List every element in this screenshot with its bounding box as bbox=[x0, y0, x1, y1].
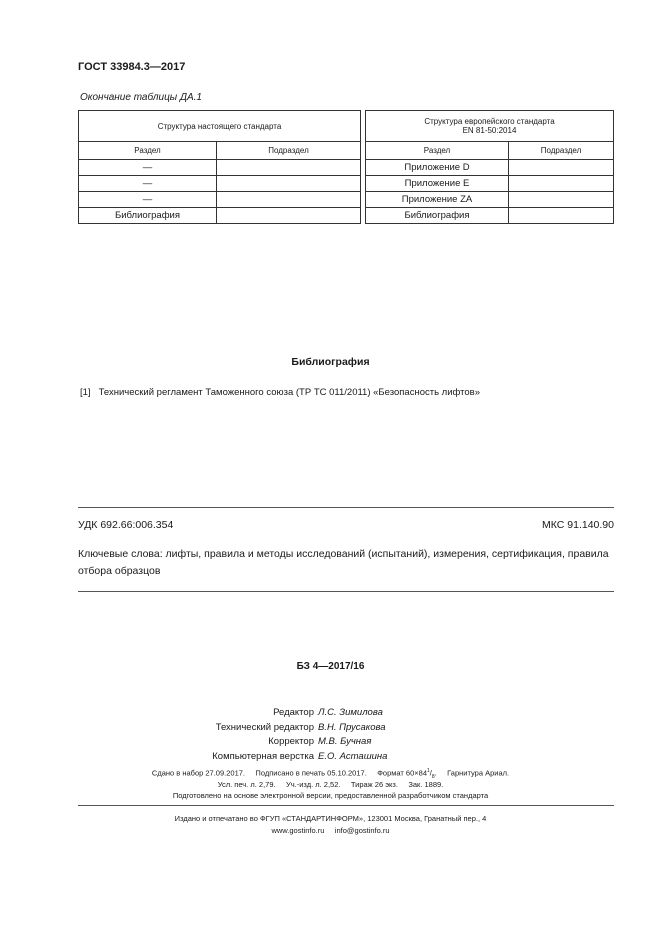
table-cell bbox=[217, 176, 361, 192]
staff-role: Компьютерная верстка bbox=[212, 750, 314, 762]
staff-row bbox=[124, 706, 387, 721]
table-row bbox=[79, 160, 614, 176]
keywords: Ключевые слова: лифты, правила и методы исследований (испытаний), измерения, сертификация, правила отбора образцов bbox=[78, 548, 609, 577]
table-cell: — bbox=[79, 160, 217, 176]
structure-table bbox=[78, 110, 614, 224]
format-numerator: 1 bbox=[427, 768, 430, 774]
table-cell: — bbox=[79, 192, 217, 208]
bibliography-item-text: Технический регламент Таможенного союза (ТР ТС 011/2011) «Безопасность лифтов» bbox=[98, 387, 480, 398]
staff-name: М.В. Бучная bbox=[318, 736, 372, 747]
table-cell: Приложение ZA bbox=[366, 192, 509, 208]
table-cell bbox=[509, 208, 614, 224]
udk-code: УДК 692.66:006.354 bbox=[78, 519, 174, 531]
table-row bbox=[79, 208, 614, 224]
staff-row bbox=[124, 721, 387, 736]
bibliography-title: Библиография bbox=[291, 356, 370, 368]
publisher-contacts: www.gostinfo.ru info@gostinfo.ru bbox=[271, 826, 390, 835]
staff-role: Технический редактор bbox=[215, 721, 314, 733]
print-info-text: . Гарнитура Ариал. bbox=[434, 768, 510, 778]
divider bbox=[78, 805, 614, 806]
table-row bbox=[79, 176, 614, 192]
table-cell: Библиография bbox=[366, 208, 509, 224]
format-denominator: 8 bbox=[431, 774, 435, 780]
print-info-line: Сдано в набор 27.09.2017. Подписано в печать 05.10.2017. Формат $60\times 84^1/_8$. Гарнитура Ариал. bbox=[151, 768, 510, 780]
mks-code: МКС 91.140.90 bbox=[542, 519, 614, 531]
table-caption: Окончание таблицы ДА.1 bbox=[80, 92, 202, 103]
table-header-row bbox=[79, 111, 614, 142]
staff-row bbox=[124, 750, 387, 765]
table-cell: Библиография bbox=[79, 208, 217, 224]
table-row bbox=[79, 192, 614, 208]
col-header-subsection-right: Подраздел bbox=[509, 142, 614, 160]
table-cell bbox=[509, 192, 614, 208]
table-cell: — bbox=[79, 176, 217, 192]
staff-role: Редактор bbox=[273, 707, 314, 718]
divider bbox=[78, 507, 614, 508]
col-header-section-right: Раздел bbox=[366, 142, 509, 160]
divider bbox=[78, 591, 614, 592]
right-group-header bbox=[366, 111, 614, 142]
table-subheader-row bbox=[79, 142, 614, 160]
bibliography-item bbox=[80, 387, 480, 398]
table-cell bbox=[217, 192, 361, 208]
right-group-header-line2: EN 81-50:2014 bbox=[462, 126, 517, 135]
publisher-info: Издано и отпечатано во ФГУП «СТАНДАРТИНФОРМ», 123001 Москва, Гранатный пер., 4 bbox=[174, 814, 487, 823]
bibliography-item-number: [1] bbox=[80, 387, 91, 398]
staff-name: Е.О. Асташина bbox=[318, 750, 388, 762]
table-cell bbox=[509, 176, 614, 192]
left-group-header: Структура настоящего стандарта bbox=[79, 111, 361, 142]
staff-role: Корректор bbox=[268, 736, 314, 747]
staff-name: В.Н. Прусакова bbox=[318, 721, 386, 733]
right-group-header-line1: Структура европейского стандарта bbox=[424, 117, 555, 126]
col-header-subsection-left: Подраздел bbox=[217, 142, 361, 160]
print-info-text: Сдано в набор 27.09.2017. Подписано в печать 05.10.2017. Формат 60×84 bbox=[151, 768, 427, 778]
print-info-line: Подготовлено на основе электронной версии, предоставленной разработчиком стандарта bbox=[172, 791, 489, 800]
col-header-section-left: Раздел bbox=[79, 142, 217, 160]
document-header: ГОСТ 33984.3—2017 bbox=[78, 61, 186, 73]
table-cell bbox=[509, 160, 614, 176]
editorial-staff bbox=[124, 706, 387, 764]
table-cell: Приложение E bbox=[366, 176, 509, 192]
table-cell bbox=[217, 160, 361, 176]
bz-number: БЗ 4—2017/16 bbox=[296, 661, 365, 672]
table-cell bbox=[217, 208, 361, 224]
staff-name: Л.С. Зимилова bbox=[318, 707, 383, 718]
print-info-line: Усл. печ. л. 2,79. Уч.-изд. л. 2,52. Тираж 26 экз. Зак. 1889. bbox=[217, 780, 444, 789]
table-cell: Приложение D bbox=[366, 160, 509, 176]
staff-row bbox=[124, 735, 387, 750]
